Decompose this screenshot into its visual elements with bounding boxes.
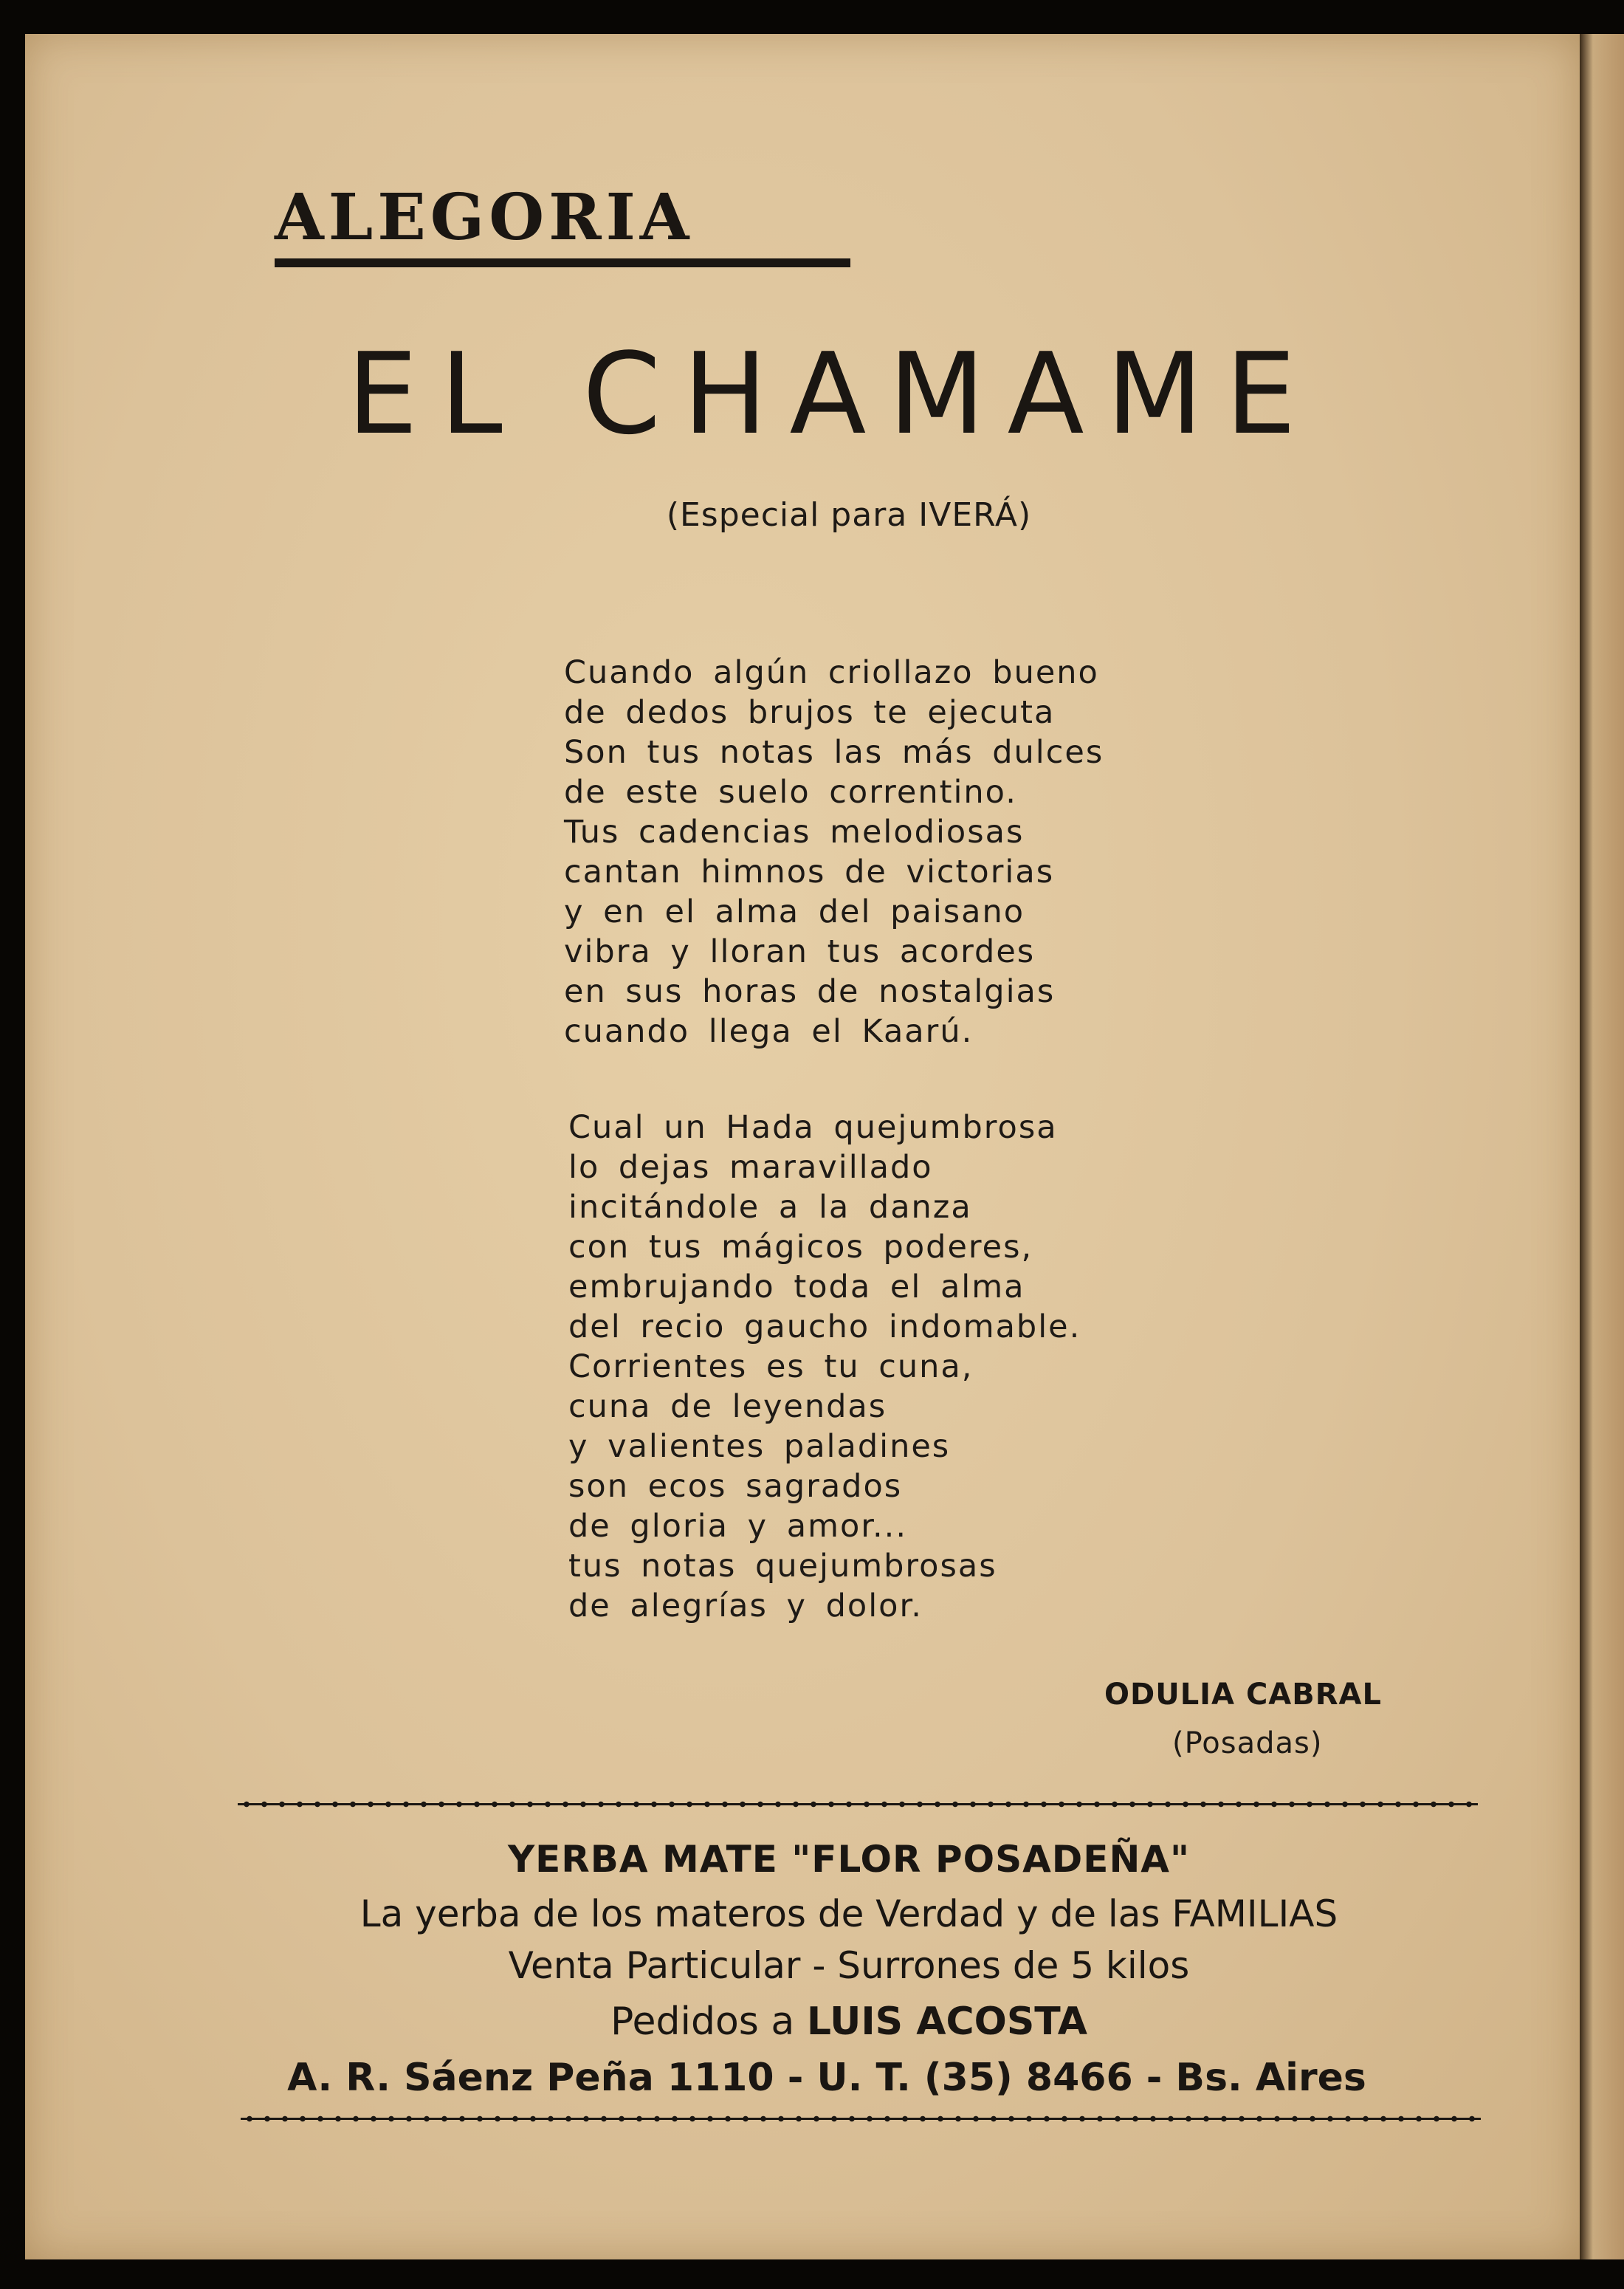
ad-headline: YERBA MATE "FLOR POSADEÑA" xyxy=(507,1838,1191,1881)
yerba-mate-advertisement xyxy=(0,1830,1624,2104)
poem-line: lo dejas maravillado xyxy=(568,1149,933,1186)
poem-line: en sus horas de nostalgias xyxy=(564,973,1056,1010)
ad-orders-contact: LUIS ACOSTA xyxy=(806,2000,1087,2044)
poem-line: tus notas quejumbrosas xyxy=(568,1548,997,1585)
poem-line: son ecos sagrados xyxy=(568,1468,903,1505)
poem-line: del recio gaucho indomable. xyxy=(568,1308,1081,1345)
ad-tagline: La yerba de los materos de Verdad y de las FAMILIAS xyxy=(359,1892,1338,1935)
poem-line: Son tus notas las más dulces xyxy=(564,734,1104,771)
poem-line: cuando llega el Kaarú. xyxy=(564,1013,974,1050)
ad-orders-prefix: Pedidos a xyxy=(610,2000,795,2044)
poem-line: de alegrías y dolor. xyxy=(568,1588,923,1624)
poem-line: cuna de leyendas xyxy=(568,1388,887,1425)
ad-sales-info: Venta Particular - Surrones de 5 kilos xyxy=(508,1944,1190,1987)
poem-stanza-1 xyxy=(564,653,1104,1051)
poem-line: embrujando toda el alma xyxy=(568,1269,1025,1305)
poem-line: de dedos brujos te ejecuta xyxy=(564,694,1056,731)
section-heading-underline xyxy=(275,258,850,267)
poem-line: vibra y lloran tus acordes xyxy=(564,933,1036,970)
poem-line: Cuando algún criollazo bueno xyxy=(564,654,1099,691)
ad-orders-line xyxy=(0,1992,1624,2051)
ad-top-dotted-rule xyxy=(238,1799,1478,1809)
poem-line: Tus cadencias melodiosas xyxy=(564,814,1025,851)
poem-title: EL CHAMAME xyxy=(347,329,1318,459)
ad-bottom-dotted-rule xyxy=(241,2113,1481,2124)
poem-line: de este suelo correntino. xyxy=(564,774,1017,811)
poem-line: Cual un Hada quejumbrosa xyxy=(568,1109,1058,1146)
poem-line: cantan himnos de victorias xyxy=(564,854,1055,890)
ad-address: A. R. Sáenz Peña 1110 - U. T. (35) 8466 - Bs. Aires xyxy=(287,2056,1366,2100)
poem-dedication: (Especial para IVERÁ) xyxy=(666,496,1032,534)
poem-line: de gloria y amor... xyxy=(568,1508,908,1545)
poem-line: Corrientes es tu cuna, xyxy=(568,1348,974,1385)
poem-stanza-2 xyxy=(568,1108,1081,1626)
section-heading: ALEGORIA xyxy=(275,180,694,255)
poem-line: incitándole a la danza xyxy=(568,1189,972,1226)
poem-line: y valientes paladines xyxy=(568,1428,951,1465)
poem-line: con tus mágicos poderes, xyxy=(568,1229,1033,1266)
poem-line: y en el alma del paisano xyxy=(564,893,1025,930)
author-location: (Posadas) xyxy=(1172,1726,1323,1760)
author-name: ODULIA CABRAL xyxy=(1104,1678,1382,1712)
